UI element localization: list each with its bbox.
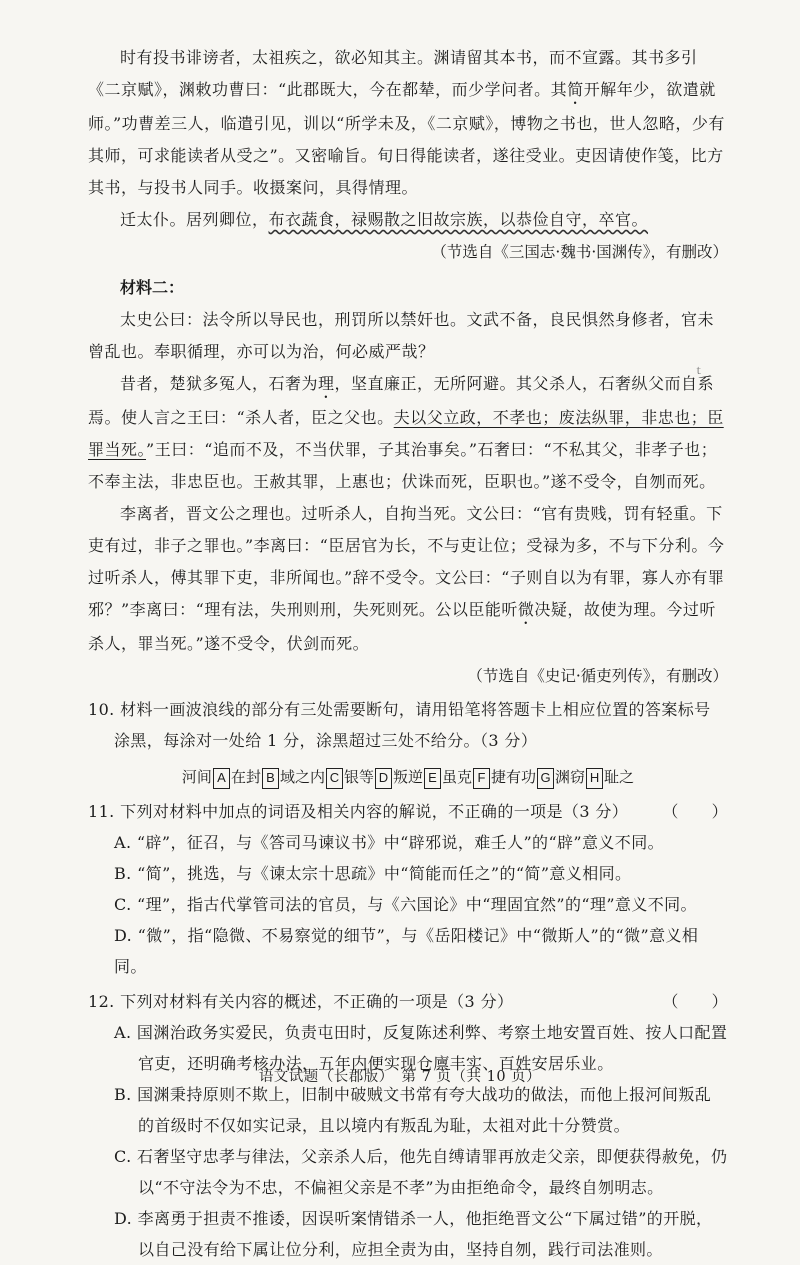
q10-box-b[interactable]: B — [262, 768, 279, 789]
q10-segment: 域之内 — [279, 768, 325, 786]
q10-stem-line1: 10. 材料一画波浪线的部分有三处需要断句，请用铅笔将答题卡上相应位置的答案标号 — [88, 700, 711, 719]
q11-answer-paren[interactable]: （ ） — [662, 802, 728, 821]
question-10 — [88, 694, 728, 756]
material1-paragraph2: 迁太仆。居列卿位，布衣蔬食，禄赐散之旧故宗族，以恭俭自守，卒官。 — [120, 210, 649, 229]
q11-stem: 11. 下列对材料中加点的词语及相关内容的解说，不正确的一项是（3 分） — [88, 802, 629, 821]
q10-box-f[interactable]: F — [473, 768, 490, 789]
material2-source: （节选自《史记·循吏列传》，有删改） — [467, 667, 728, 685]
q12-answer-paren[interactable]: （ ） — [662, 992, 728, 1011]
wavy-underline-text: 布衣蔬食，禄赐散之旧故宗族，以恭俭自守，卒官。 — [268, 210, 649, 229]
q12-option-a-line1: A. 国渊治政务实爱民，负责屯田时，反复陈述利弊、考察土地安置百姓、按人口配置 — [114, 1023, 728, 1042]
q10-box-a[interactable]: A — [213, 768, 230, 789]
q10-segment: 捷有功 — [491, 768, 537, 786]
q12-option-d-line2: 以自己没有给下属让位分利，应担全责为由，坚持自刎，践行司法准则。 — [138, 1240, 663, 1259]
q12-option-a-line2: 官吏，还明确考核办法，五年内便实现仓廪丰实、百姓安居乐业。 — [138, 1054, 614, 1073]
q11-option-b: B. “简”，挑选，与《谏太宗十思疏》中“简能而任之”的“简”意义相同。 — [114, 864, 632, 883]
q10-segment: 在封 — [230, 768, 261, 786]
question-12 — [88, 986, 728, 1265]
q10-box-d[interactable]: D — [375, 768, 392, 789]
scan-edge-mark: ｔ — [694, 366, 704, 377]
material2-paragraph1: 太史公曰：法令所以导民也，刑罚所以禁奸也。文武不备，良民惧然身修者，官未曾乱也。奉职循理，亦可以为治，何必威严哉？ — [88, 310, 715, 361]
q10-segment: 渊窃 — [555, 768, 586, 786]
material2-title: 材料二： — [120, 278, 185, 297]
dotted-word-wei: 微 — [517, 600, 535, 619]
q10-sentence-with-boxes — [88, 762, 728, 792]
q11-option-c: C. “理”，指古代掌管司法的官员，与《六国论》中“理固宜然”的“理”意义不同。 — [114, 895, 697, 914]
q10-stem-line2: 涂黑，每涂对一处给 1 分，涂黑超过三处不给分。（3 分） — [114, 731, 538, 750]
q12-stem: 12. 下列对材料有关内容的概述，不正确的一项是（3 分） — [88, 992, 514, 1011]
underlined-sentence: 夫以父立政，不孝也；废法纵罪，非忠也；臣罪当死。 — [88, 408, 724, 459]
dotted-word-jian: 简 — [567, 80, 584, 99]
dotted-word-li: 理 — [318, 374, 335, 393]
material1-paragraph1: 时有投书诽谤者，太祖疾之，欲必知其主。渊请留其本书，而不宣露。其书多引《二京赋》，渊敕功曹曰：“此郡既大，今在都辇，而少学问者。其简开解年少，欲遣就师。”功曹差三人，临遣引见，训以“所学未及，《二京赋》，博物之书也，世人忽略，少有其师，可求能读者从受之”。又密喻旨。旬日得能读者，遂往受业。吏因请使作笺，比方其书，与投书人同手。收摄案问，具得情理。 — [88, 48, 725, 197]
page-footer: 语文试题（长郡版） 第 7 页（共 10 页） — [258, 1069, 542, 1085]
q12-option-d-line1: D. 李离勇于担责不推诿，因误听案情错杀一人，他拒绝晋文公“下属过错”的开脱， — [114, 1209, 713, 1228]
q10-segment: 叛逆 — [392, 768, 423, 786]
q10-box-h[interactable]: H — [586, 768, 603, 789]
q11-option-d: D. “微”，指“隐微、不易察觉的细节”，与《岳阳楼记》中“微斯人”的“微”意义相同。 — [114, 926, 699, 976]
q10-box-g[interactable]: G — [537, 768, 554, 789]
q10-segment: 河间 — [181, 768, 212, 786]
q11-option-a: A. “辟”，征召，与《答司马谏议书》中“辟邪说，难壬人”的“辟”意义不同。 — [114, 833, 665, 852]
material1-source: （节选自《三国志·魏书·国渊传》，有删改） — [431, 243, 728, 261]
q10-box-e[interactable]: E — [424, 768, 441, 789]
q12-option-b-line2: 的首级时不仅如实记录，且以境内有叛乱为耻，太祖对此十分赞赏。 — [138, 1116, 631, 1135]
q10-segment: 银等 — [343, 768, 374, 786]
q10-segment: 耻之 — [604, 768, 635, 786]
material2-paragraph3: 李离者，晋文公之理也。过听杀人，自拘当死。文公曰：“官有贵贱，罚有轻重。下吏有过，非子之罪也。”李离曰：“臣居官为长，不与吏让位；受禄为多，不与下分利。今过听杀人，傅其罪下吏，非所闻也。”辞不受令。文公曰：“子则自以为有罪，寡人亦有罪邪？”李离曰：“理有法，失刑则刑，失死则死。公以臣能听微决疑，故使为理。今过听杀人，罪当死。”遂不受令，伏剑而死。 — [88, 504, 725, 653]
q10-segment: 虽克 — [442, 768, 473, 786]
q12-option-c-line2: 以“不守法令为不忠，不偏袒父亲是不孝”为由拒绝命令，最终自刎明志。 — [138, 1178, 664, 1197]
q12-option-b-line1: B. 国渊秉持原则不欺上，旧制中破贼文书常有夸大战功的做法，而他上报河间叛乱 — [114, 1085, 712, 1104]
material2-paragraph2: 昔者，楚狱多冤人，石奢为理，坚直廉正，无所阿避。其父杀人，石奢纵父而自系焉。使人言之王曰：“杀人者，臣之父也。夫以父立政，不孝也；废法纵罪，非忠也；臣罪当死。”王曰：“追而不及，不当伏罪，子其治事矣。”石奢曰：“不私其父，非孝子也；不奉主法，非忠臣也。王赦其罪，上惠也；伏诛而死，臣职也。”遂不受令，自刎而死。 — [88, 374, 724, 491]
q10-box-c[interactable]: C — [326, 768, 343, 789]
question-11 — [88, 796, 728, 982]
q12-option-c-line1: C. 石奢坚守忠孝与律法，父亲杀人后，他先自缚请罪再放走父亲，即便获得赦免，仍 — [114, 1147, 728, 1166]
